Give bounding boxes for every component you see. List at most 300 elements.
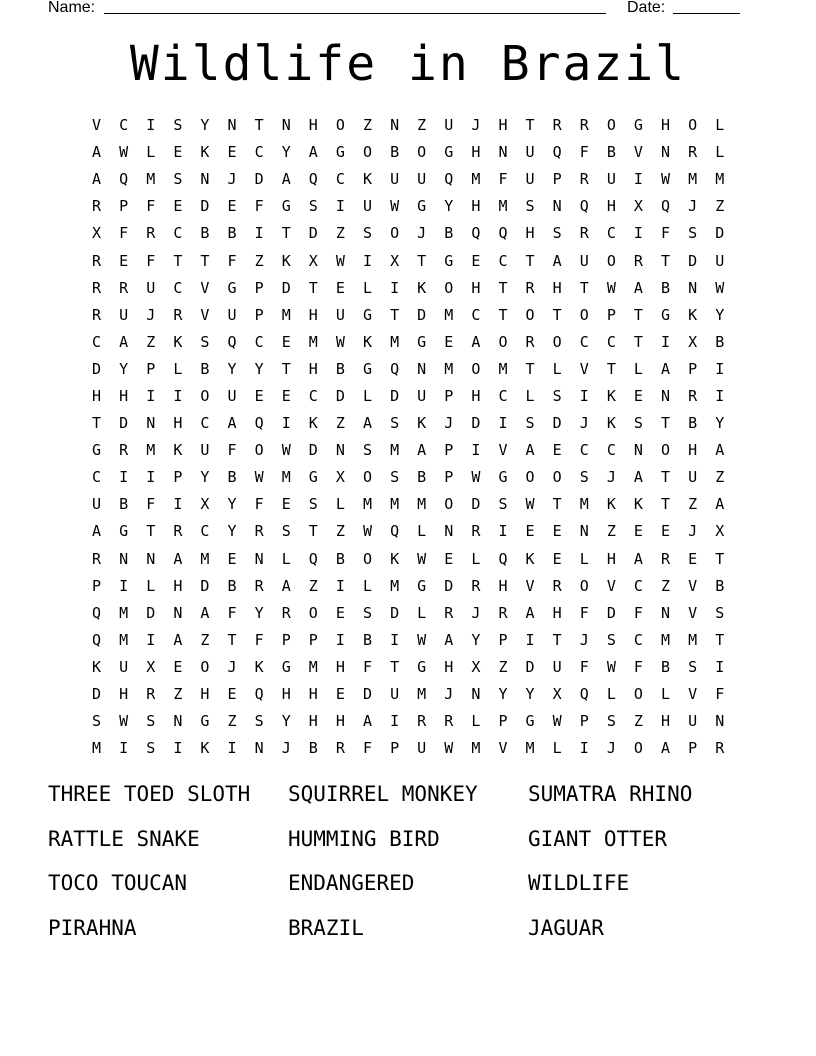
grid-letter[interactable]: T — [552, 305, 562, 324]
grid-letter[interactable]: R — [525, 278, 535, 297]
grid-letter[interactable]: T — [146, 522, 156, 541]
grid-letter[interactable]: B — [200, 224, 210, 243]
grid-letter[interactable]: N — [688, 278, 698, 297]
grid-letter[interactable]: C — [606, 332, 616, 351]
grid-letter[interactable]: P — [498, 630, 508, 649]
grid-letter[interactable]: N — [661, 143, 671, 162]
grid-letter[interactable]: M — [444, 359, 454, 378]
grid-letter[interactable]: T — [227, 630, 237, 649]
grid-letter[interactable]: P — [444, 441, 454, 460]
grid-letter[interactable]: Z — [200, 630, 210, 649]
grid-letter[interactable]: B — [362, 630, 372, 649]
grid-letter[interactable]: I — [498, 414, 508, 433]
grid-letter[interactable]: O — [552, 468, 562, 487]
grid-letter[interactable]: Y — [254, 603, 264, 622]
grid-letter[interactable]: N — [498, 143, 508, 162]
grid-letter[interactable]: A — [281, 170, 291, 189]
grid-letter[interactable]: H — [335, 657, 345, 676]
grid-letter[interactable]: Q — [92, 630, 102, 649]
grid-letter[interactable]: I — [390, 630, 400, 649]
grid-letter[interactable]: L — [173, 359, 183, 378]
grid-letter[interactable]: K — [633, 495, 643, 514]
grid-letter[interactable]: U — [525, 143, 535, 162]
grid-letter[interactable]: D — [362, 685, 372, 704]
grid-letter[interactable]: W — [444, 739, 454, 758]
grid-letter[interactable]: Q — [579, 685, 589, 704]
grid-letter[interactable]: J — [579, 630, 589, 649]
grid-letter[interactable]: U — [525, 170, 535, 189]
grid-letter[interactable]: K — [200, 739, 210, 758]
grid-letter[interactable]: T — [390, 657, 400, 676]
grid-letter[interactable]: A — [525, 603, 535, 622]
grid-letter[interactable]: Y — [498, 685, 508, 704]
grid-letter[interactable]: R — [92, 251, 102, 270]
grid-letter[interactable]: V — [92, 116, 102, 135]
grid-letter[interactable]: P — [146, 359, 156, 378]
grid-letter[interactable]: N — [254, 739, 264, 758]
grid-letter[interactable]: F — [633, 603, 643, 622]
grid-letter[interactable]: Y — [200, 116, 210, 135]
grid-letter[interactable]: E — [552, 522, 562, 541]
grid-letter[interactable]: R — [498, 603, 508, 622]
grid-letter[interactable]: C — [579, 441, 589, 460]
grid-letter[interactable]: U — [579, 251, 589, 270]
grid-letter[interactable]: O — [688, 116, 698, 135]
grid-letter[interactable]: E — [525, 522, 535, 541]
grid-letter[interactable]: F — [254, 630, 264, 649]
grid-letter[interactable]: R — [471, 522, 481, 541]
grid-letter[interactable]: L — [362, 576, 372, 595]
grid-letter[interactable]: P — [390, 739, 400, 758]
grid-letter[interactable]: Y — [200, 468, 210, 487]
grid-letter[interactable]: S — [362, 224, 372, 243]
grid-letter[interactable]: W — [335, 332, 345, 351]
grid-letter[interactable]: E — [688, 549, 698, 568]
grid-letter[interactable]: R — [417, 712, 427, 731]
grid-letter[interactable]: K — [606, 495, 616, 514]
grid-letter[interactable]: A — [92, 143, 102, 162]
grid-letter[interactable]: L — [579, 549, 589, 568]
grid-letter[interactable]: O — [579, 305, 589, 324]
grid-letter[interactable]: A — [552, 251, 562, 270]
grid-letter[interactable]: I — [173, 386, 183, 405]
grid-letter[interactable]: O — [633, 685, 643, 704]
grid-letter[interactable]: S — [390, 414, 400, 433]
grid-letter[interactable]: W — [119, 143, 129, 162]
grid-letter[interactable]: R — [444, 712, 454, 731]
grid-letter[interactable]: R — [119, 278, 129, 297]
grid-letter[interactable]: Z — [362, 116, 372, 135]
grid-letter[interactable]: S — [525, 197, 535, 216]
grid-letter[interactable]: L — [606, 685, 616, 704]
grid-letter[interactable]: S — [552, 224, 562, 243]
grid-letter[interactable]: L — [661, 685, 671, 704]
grid-letter[interactable]: L — [362, 386, 372, 405]
grid-letter[interactable]: Z — [417, 116, 427, 135]
grid-letter[interactable]: I — [525, 630, 535, 649]
grid-letter[interactable]: C — [498, 386, 508, 405]
grid-letter[interactable]: V — [688, 576, 698, 595]
grid-letter[interactable]: W — [281, 441, 291, 460]
grid-letter[interactable]: S — [606, 712, 616, 731]
grid-letter[interactable]: Z — [335, 522, 345, 541]
grid-letter[interactable]: L — [417, 603, 427, 622]
grid-letter[interactable]: P — [498, 712, 508, 731]
grid-letter[interactable]: C — [254, 332, 264, 351]
grid-letter[interactable]: B — [715, 576, 725, 595]
grid-letter[interactable]: T — [525, 116, 535, 135]
grid-letter[interactable]: A — [633, 549, 643, 568]
grid-letter[interactable]: B — [606, 143, 616, 162]
grid-letter[interactable]: B — [417, 468, 427, 487]
grid-letter[interactable]: Q — [92, 603, 102, 622]
grid-letter[interactable]: R — [173, 305, 183, 324]
grid-letter[interactable]: D — [390, 386, 400, 405]
grid-letter[interactable]: R — [525, 332, 535, 351]
grid-letter[interactable]: D — [525, 657, 535, 676]
grid-letter[interactable]: G — [335, 143, 345, 162]
grid-letter[interactable]: W — [390, 197, 400, 216]
grid-letter[interactable]: M — [281, 305, 291, 324]
grid-letter[interactable]: P — [254, 305, 264, 324]
grid-letter[interactable]: U — [417, 170, 427, 189]
grid-letter[interactable]: E — [227, 685, 237, 704]
grid-letter[interactable]: Z — [308, 576, 318, 595]
grid-letter[interactable]: I — [173, 495, 183, 514]
grid-letter[interactable]: T — [200, 251, 210, 270]
grid-letter[interactable]: S — [552, 386, 562, 405]
grid-letter[interactable]: M — [688, 170, 698, 189]
grid-letter[interactable]: R — [552, 576, 562, 595]
grid-letter[interactable]: Q — [254, 414, 264, 433]
grid-letter[interactable]: Y — [227, 359, 237, 378]
grid-letter[interactable]: P — [552, 170, 562, 189]
grid-letter[interactable]: O — [471, 359, 481, 378]
grid-letter[interactable]: R — [173, 522, 183, 541]
grid-letter[interactable]: B — [688, 414, 698, 433]
grid-letter[interactable]: J — [146, 305, 156, 324]
grid-letter[interactable]: M — [390, 576, 400, 595]
grid-letter[interactable]: N — [390, 116, 400, 135]
grid-letter[interactable]: G — [281, 657, 291, 676]
grid-letter[interactable]: K — [281, 251, 291, 270]
grid-letter[interactable]: S — [688, 224, 698, 243]
grid-letter[interactable]: X — [715, 522, 725, 541]
grid-letter[interactable]: S — [715, 603, 725, 622]
grid-letter[interactable]: U — [417, 739, 427, 758]
grid-letter[interactable]: R — [92, 278, 102, 297]
grid-letter[interactable]: R — [661, 549, 671, 568]
grid-letter[interactable]: M — [688, 630, 698, 649]
grid-letter[interactable]: O — [661, 441, 671, 460]
grid-letter[interactable]: A — [173, 549, 183, 568]
grid-letter[interactable]: D — [308, 224, 318, 243]
grid-letter[interactable]: M — [471, 739, 481, 758]
grid-letter[interactable]: B — [200, 359, 210, 378]
grid-letter[interactable]: O — [417, 143, 427, 162]
grid-letter[interactable]: L — [281, 549, 291, 568]
grid-letter[interactable]: V — [579, 359, 589, 378]
grid-letter[interactable]: Q — [552, 143, 562, 162]
grid-letter[interactable]: P — [92, 576, 102, 595]
grid-letter[interactable]: K — [606, 414, 616, 433]
grid-letter[interactable]: U — [119, 657, 129, 676]
grid-letter[interactable]: J — [688, 197, 698, 216]
grid-letter[interactable]: H — [471, 386, 481, 405]
grid-letter[interactable]: E — [227, 549, 237, 568]
grid-letter[interactable]: H — [552, 603, 562, 622]
grid-letter[interactable]: R — [715, 739, 725, 758]
grid-letter[interactable]: K — [417, 414, 427, 433]
grid-letter[interactable]: A — [715, 495, 725, 514]
grid-letter[interactable]: M — [308, 332, 318, 351]
grid-letter[interactable]: H — [552, 278, 562, 297]
grid-letter[interactable]: R — [633, 251, 643, 270]
grid-letter[interactable]: D — [200, 197, 210, 216]
grid-letter[interactable]: Z — [227, 712, 237, 731]
grid-letter[interactable]: H — [498, 116, 508, 135]
grid-letter[interactable]: O — [335, 116, 345, 135]
grid-letter[interactable]: W — [661, 170, 671, 189]
date-field[interactable] — [673, 13, 740, 14]
grid-letter[interactable]: I — [281, 414, 291, 433]
grid-letter[interactable]: G — [308, 468, 318, 487]
grid-letter[interactable]: R — [254, 522, 264, 541]
grid-letter[interactable]: I — [146, 468, 156, 487]
grid-letter[interactable]: A — [281, 576, 291, 595]
grid-letter[interactable]: G — [281, 197, 291, 216]
grid-letter[interactable]: F — [254, 197, 264, 216]
grid-letter[interactable]: R — [92, 549, 102, 568]
grid-letter[interactable]: I — [119, 739, 129, 758]
grid-letter[interactable]: O — [525, 305, 535, 324]
grid-letter[interactable]: N — [661, 603, 671, 622]
grid-letter[interactable]: S — [146, 739, 156, 758]
grid-letter[interactable]: S — [362, 441, 372, 460]
grid-letter[interactable]: J — [227, 170, 237, 189]
grid-letter[interactable]: F — [362, 739, 372, 758]
grid-letter[interactable]: Q — [390, 522, 400, 541]
grid-letter[interactable]: I — [173, 739, 183, 758]
grid-letter[interactable]: M — [471, 170, 481, 189]
grid-letter[interactable]: K — [173, 441, 183, 460]
grid-letter[interactable]: R — [119, 441, 129, 460]
grid-letter[interactable]: C — [471, 305, 481, 324]
grid-letter[interactable]: O — [308, 603, 318, 622]
grid-letter[interactable]: T — [661, 251, 671, 270]
grid-letter[interactable]: G — [92, 441, 102, 460]
grid-letter[interactable]: R — [688, 143, 698, 162]
grid-letter[interactable]: E — [335, 603, 345, 622]
grid-letter[interactable]: M — [146, 170, 156, 189]
grid-letter[interactable]: A — [362, 414, 372, 433]
grid-letter[interactable]: D — [471, 414, 481, 433]
grid-letter[interactable]: T — [661, 414, 671, 433]
grid-letter[interactable]: S — [254, 712, 264, 731]
grid-letter[interactable]: X — [390, 251, 400, 270]
grid-letter[interactable]: Q — [498, 224, 508, 243]
grid-letter[interactable]: I — [715, 359, 725, 378]
grid-letter[interactable]: M — [444, 305, 454, 324]
grid-letter[interactable]: O — [444, 495, 454, 514]
grid-letter[interactable]: K — [173, 332, 183, 351]
grid-letter[interactable]: A — [444, 630, 454, 649]
grid-letter[interactable]: O — [390, 224, 400, 243]
grid-letter[interactable]: Y — [444, 197, 454, 216]
grid-letter[interactable]: Q — [119, 170, 129, 189]
grid-letter[interactable]: R — [579, 224, 589, 243]
grid-letter[interactable]: J — [444, 685, 454, 704]
grid-letter[interactable]: L — [417, 522, 427, 541]
grid-letter[interactable]: H — [444, 657, 454, 676]
grid-letter[interactable]: T — [525, 359, 535, 378]
grid-letter[interactable]: I — [471, 441, 481, 460]
grid-letter[interactable]: L — [335, 495, 345, 514]
grid-letter[interactable]: F — [119, 224, 129, 243]
grid-letter[interactable]: G — [227, 278, 237, 297]
name-field[interactable] — [104, 13, 606, 14]
grid-letter[interactable]: D — [146, 603, 156, 622]
grid-letter[interactable]: G — [362, 359, 372, 378]
grid-letter[interactable]: N — [444, 522, 454, 541]
grid-letter[interactable]: N — [173, 712, 183, 731]
grid-letter[interactable]: U — [417, 386, 427, 405]
grid-letter[interactable]: F — [498, 170, 508, 189]
grid-letter[interactable]: D — [281, 278, 291, 297]
grid-letter[interactable]: A — [633, 278, 643, 297]
grid-letter[interactable]: F — [579, 657, 589, 676]
grid-letter[interactable]: P — [579, 712, 589, 731]
grid-letter[interactable]: L — [633, 359, 643, 378]
grid-letter[interactable]: O — [525, 468, 535, 487]
grid-letter[interactable]: I — [715, 657, 725, 676]
grid-letter[interactable]: K — [308, 414, 318, 433]
grid-letter[interactable]: O — [362, 143, 372, 162]
grid-letter[interactable]: M — [715, 170, 725, 189]
grid-letter[interactable]: T — [390, 305, 400, 324]
grid-letter[interactable]: F — [579, 143, 589, 162]
grid-letter[interactable]: A — [417, 441, 427, 460]
grid-letter[interactable]: O — [362, 549, 372, 568]
grid-letter[interactable]: Z — [715, 468, 725, 487]
grid-letter[interactable]: U — [688, 468, 698, 487]
grid-letter[interactable]: Z — [335, 414, 345, 433]
grid-letter[interactable]: V — [606, 576, 616, 595]
grid-letter[interactable]: Q — [661, 197, 671, 216]
grid-letter[interactable]: R — [579, 170, 589, 189]
grid-letter[interactable]: M — [390, 332, 400, 351]
grid-letter[interactable]: T — [254, 116, 264, 135]
grid-letter[interactable]: J — [606, 468, 616, 487]
grid-letter[interactable]: Q — [471, 224, 481, 243]
grid-letter[interactable]: D — [308, 441, 318, 460]
grid-letter[interactable]: M — [417, 495, 427, 514]
grid-letter[interactable]: C — [200, 522, 210, 541]
grid-letter[interactable]: H — [525, 224, 535, 243]
grid-letter[interactable]: R — [146, 224, 156, 243]
grid-letter[interactable]: M — [200, 549, 210, 568]
grid-letter[interactable]: G — [661, 305, 671, 324]
grid-letter[interactable]: F — [146, 251, 156, 270]
grid-letter[interactable]: E — [633, 522, 643, 541]
grid-letter[interactable]: Z — [254, 251, 264, 270]
grid-letter[interactable]: H — [661, 712, 671, 731]
grid-letter[interactable]: P — [688, 739, 698, 758]
grid-letter[interactable]: T — [552, 495, 562, 514]
grid-letter[interactable]: T — [633, 332, 643, 351]
grid-letter[interactable]: K — [525, 549, 535, 568]
grid-letter[interactable]: D — [119, 414, 129, 433]
grid-letter[interactable]: L — [471, 549, 481, 568]
grid-letter[interactable]: U — [390, 685, 400, 704]
grid-letter[interactable]: R — [92, 305, 102, 324]
grid-letter[interactable]: Z — [335, 224, 345, 243]
grid-letter[interactable]: F — [146, 197, 156, 216]
grid-letter[interactable]: V — [498, 441, 508, 460]
grid-letter[interactable]: I — [579, 739, 589, 758]
grid-letter[interactable]: E — [335, 278, 345, 297]
grid-letter[interactable]: U — [552, 657, 562, 676]
grid-letter[interactable]: U — [119, 305, 129, 324]
grid-letter[interactable]: D — [444, 576, 454, 595]
grid-letter[interactable]: R — [92, 197, 102, 216]
grid-letter[interactable]: O — [254, 441, 264, 460]
grid-letter[interactable]: V — [525, 576, 535, 595]
grid-letter[interactable]: A — [227, 414, 237, 433]
grid-letter[interactable]: I — [633, 170, 643, 189]
grid-letter[interactable]: W — [606, 657, 616, 676]
grid-letter[interactable]: F — [227, 441, 237, 460]
grid-letter[interactable]: E — [281, 495, 291, 514]
grid-letter[interactable]: I — [390, 712, 400, 731]
grid-letter[interactable]: N — [417, 359, 427, 378]
grid-letter[interactable]: C — [92, 332, 102, 351]
grid-letter[interactable]: H — [688, 441, 698, 460]
grid-letter[interactable]: Q — [444, 170, 454, 189]
grid-letter[interactable]: N — [146, 414, 156, 433]
grid-letter[interactable]: U — [200, 441, 210, 460]
grid-letter[interactable]: F — [227, 251, 237, 270]
grid-letter[interactable]: G — [444, 251, 454, 270]
grid-letter[interactable]: V — [200, 278, 210, 297]
grid-letter[interactable]: S — [92, 712, 102, 731]
grid-letter[interactable]: J — [444, 414, 454, 433]
grid-letter[interactable]: U — [227, 386, 237, 405]
grid-letter[interactable]: I — [661, 332, 671, 351]
grid-letter[interactable]: I — [633, 224, 643, 243]
grid-letter[interactable]: H — [471, 278, 481, 297]
grid-letter[interactable]: A — [92, 522, 102, 541]
grid-letter[interactable]: T — [715, 630, 725, 649]
grid-letter[interactable]: S — [281, 522, 291, 541]
grid-letter[interactable]: A — [715, 441, 725, 460]
grid-letter[interactable]: Y — [715, 414, 725, 433]
grid-letter[interactable]: Y — [525, 685, 535, 704]
grid-letter[interactable]: M — [390, 441, 400, 460]
grid-letter[interactable]: J — [417, 224, 427, 243]
grid-letter[interactable]: C — [633, 576, 643, 595]
grid-letter[interactable]: I — [146, 386, 156, 405]
grid-letter[interactable]: U — [146, 278, 156, 297]
grid-letter[interactable]: O — [444, 278, 454, 297]
grid-letter[interactable]: J — [579, 414, 589, 433]
grid-letter[interactable]: D — [417, 305, 427, 324]
grid-letter[interactable]: I — [498, 522, 508, 541]
grid-letter[interactable]: E — [471, 251, 481, 270]
grid-letter[interactable]: E — [227, 197, 237, 216]
grid-letter[interactable]: F — [146, 495, 156, 514]
grid-letter[interactable]: V — [688, 603, 698, 622]
